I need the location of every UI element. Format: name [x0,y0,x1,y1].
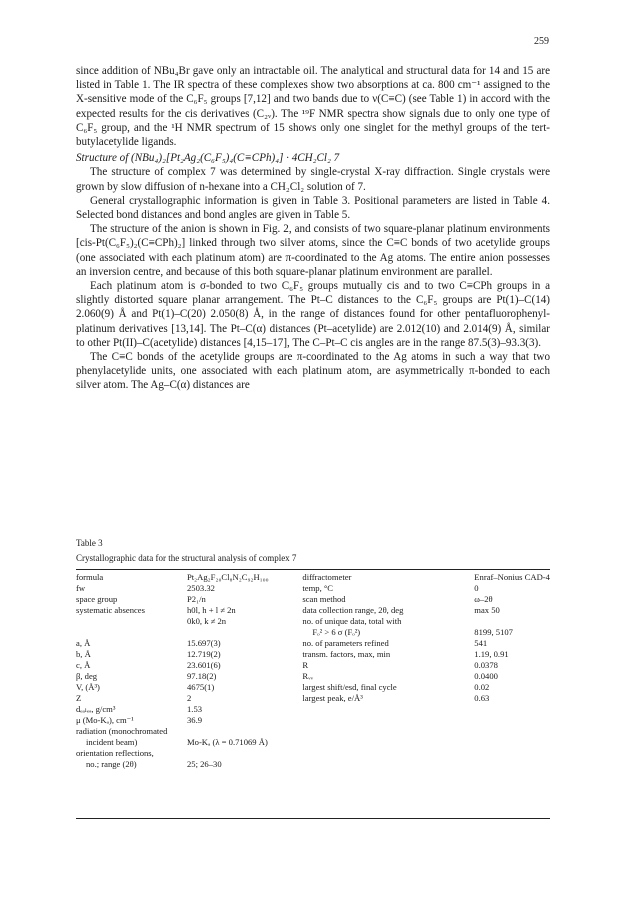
section-heading: Structure of (NBu₄)₂[Pt₂Ag₂(C₆F₅)₄(C≡CPh)₄] · 4CH₂Cl₂ 7 [76,152,340,165]
table-caption: Crystallographic data for the structural analysis of complex 7 [76,553,297,563]
table-cell: data collection range, 2θ, deg [302,605,404,615]
table-cell: 8199, 5107 [474,627,513,637]
table-cell: radiation (monochromated [76,726,168,736]
table-row [76,693,550,704]
table-cell: Enraf–Nonius CAD-4 [474,572,550,582]
table-cell [187,748,302,759]
table-cell: Fₒ² > 6 σ (Fₒ²) [312,627,361,637]
table-cell [302,737,474,748]
table-cell: 4675(1) [187,682,215,692]
table-cell: largest shift/esd, final cycle [302,682,397,692]
table-cell: no. of unique data, total with [302,616,402,626]
table-cell: fw [76,583,86,593]
table-row [76,737,550,748]
table-cell: 1.19, 0.91 [474,649,509,659]
table-cell [302,704,474,715]
table-cell: β, deg [76,671,98,681]
table-cell: 1.53 [187,704,203,714]
paragraph-anion-structure: The structure of the anion is shown in Fig. 2, and consists of two square-planar platinum environments [cis-Pt(C₆F₅)₂(C≡CPh)₂] linked through two silver atoms, since the C≡C bonds of two acetylide groups (one associated with each platinum atom) are π-coordinated to the Ag atoms. The entire anion possesses an inversion centre, and because of this both square-planar platinum environment are parallel. [76,223,550,278]
table-cell: no.; range (2θ) [86,759,137,769]
table-cell: 0k0, k ≠ 2n [187,616,227,626]
table-cell: μ (Mo-Kₐ), cm⁻¹ [76,715,134,725]
table-cell: 0.63 [474,693,490,703]
table-cell: 12.719(2) [187,649,221,659]
table-row [76,726,550,737]
table-cell: Rᵥᵥ [302,671,314,681]
table-cell: temp, °C [302,583,334,593]
table-cell: formula [76,572,104,582]
table-cell: 541 [474,638,488,648]
table-cell [474,726,550,737]
paragraph-ir-nmr: since addition of NBu₄Br gave only an intractable oil. The analytical and structural data for 14 and 15 are listed in Table 1. The IR spectra of these complexes show two absorptions at ca. 800 cm⁻¹ assigned to the X-sensitive mode of the C₆F₅ groups [7,12] and two bands due to ν(C≡C) (see Table 1) in accord with the expected results for the cis derivatives (C₂ᵥ). The ¹⁹F NMR spectra show signals due to only one type of C₆F₅ group, and the ¹H NMR spectrum of 15 shows only one singlet for the methyl groups of the tert-butylacetylide ligands. [76,65,550,149]
table-cell [302,726,474,737]
paragraph-platinum-bonding: Each platinum atom is σ-bonded to two C₆F₅ groups mutually cis and to two C≡CPh groups in a slightly distorted square planar arrangement. The Pt–C distances to the C₆F₅ groups are Pt(1)–C(14) 2.060(9) Å and Pt(1)–C(20) 2.050(8) Å, in the range of distances found for other pentafluorophenyl-platinum derivatives [13,14]. The Pt–C(α) distances (Pt–acetylide) are 2.012(10) and 2.014(9) Å, similar to other Pt(II)–C(acetylide) distances [4,15–17], The C–Pt–C cis angles are in the range 87.5(3)–93.3(3). [76,280,550,349]
table-row [76,671,550,682]
table-top-rule [76,569,550,570]
body-text [76,64,550,393]
table-cell: b, Å [76,649,91,659]
table-row [76,682,550,693]
table-cell [474,748,550,759]
table-cell: diffractometer [302,572,352,582]
table-cell [474,737,550,748]
table-row [76,649,550,660]
table-cell: orientation reflections, [76,748,154,758]
table-cell: transm. factors, max, min [302,649,391,659]
table-row [76,759,550,770]
table-cell: P2₁/n [187,594,206,604]
table-row [76,583,550,594]
table-cell: 15.697(3) [187,638,221,648]
table-bottom-rule [76,818,550,819]
table-cell: incident beam) [86,737,138,747]
table-row [76,572,550,583]
table-cell: no. of parameters refined [302,638,389,648]
table-cell: systematic absences [76,605,145,615]
table-cell: 2 [187,693,192,703]
paragraph-structure-determination: The structure of complex 7 was determined by single-crystal X-ray diffraction. Single crystals were grown by slow diffusion of n-hexane into a CH₂Cl₂ solution of 7. [76,166,550,193]
table-cell: space group [76,594,118,604]
table-cell: R [302,660,309,670]
table-label: Table 3 [76,538,103,548]
table-cell [302,759,474,770]
table-cell: ω–2θ [474,594,493,604]
table-cell [302,748,474,759]
table-row [76,660,550,671]
page-number: 259 [534,36,549,47]
table-row [76,715,550,726]
table-cell: max 50 [474,605,500,615]
table-cell [474,759,550,770]
table-cell [187,726,302,737]
table-cell: 0.0378 [474,660,498,670]
table-cell: h0l, h + l ≠ 2n [187,605,236,615]
table-cell: 2503.32 [187,583,215,593]
table-cell: 25; 26–30 [187,759,222,769]
table-cell: a, Å [76,638,91,648]
table-cell: V, (Å³) [76,682,100,692]
table-row [76,627,550,638]
table-row [76,704,550,715]
table-cell: 0 [474,583,479,593]
table-cell: largest peak, e/Å³ [302,693,363,703]
paragraph-crystallographic-info: General crystallographic information is given in Table 3. Positional parameters are listed in Table 4. Selected bond distances and bond angles are given in Table 5. [76,194,550,222]
table-row [76,594,550,605]
paragraph-acetylide-coordination: The C≡C bonds of the acetylide groups are π-coordinated to the Ag atoms in such a way that two phenylacetylide units, one associated with each platinum atom, are asymmetrically π-bonded to each silver atom. The Ag–C(α) distances are [76,351,550,392]
table-cell [474,715,550,726]
table-cell: Mo-Kₐ (λ = 0.71069 Å) [187,737,268,747]
table-cell: 23.601(6) [187,660,221,670]
table-cell: c, Å [76,660,91,670]
table-row [76,638,550,649]
table-cell [474,616,550,627]
table-cell: 0.0400 [474,671,498,681]
table-cell [474,704,550,715]
crystallographic-data-table [76,572,550,770]
table-cell: 97.18(2) [187,671,217,681]
table-cell [76,616,187,627]
table-cell: Z [76,693,82,703]
table-cell: dₑₐₗₑₔ, g/cm³ [76,704,116,714]
table-row [76,616,550,627]
table-cell: 36.9 [187,715,203,725]
table-cell [76,627,187,638]
table-cell: scan method [302,594,346,604]
table-row [76,605,550,616]
table-cell [302,715,474,726]
table-cell: Pt₂Ag₂F₂₀Cl₈N₂C₉₂H₁₀₀ [187,572,269,582]
table-row [76,748,550,759]
table-cell [187,627,302,638]
table-cell: 0.02 [474,682,490,692]
table-caption-block [76,537,550,567]
